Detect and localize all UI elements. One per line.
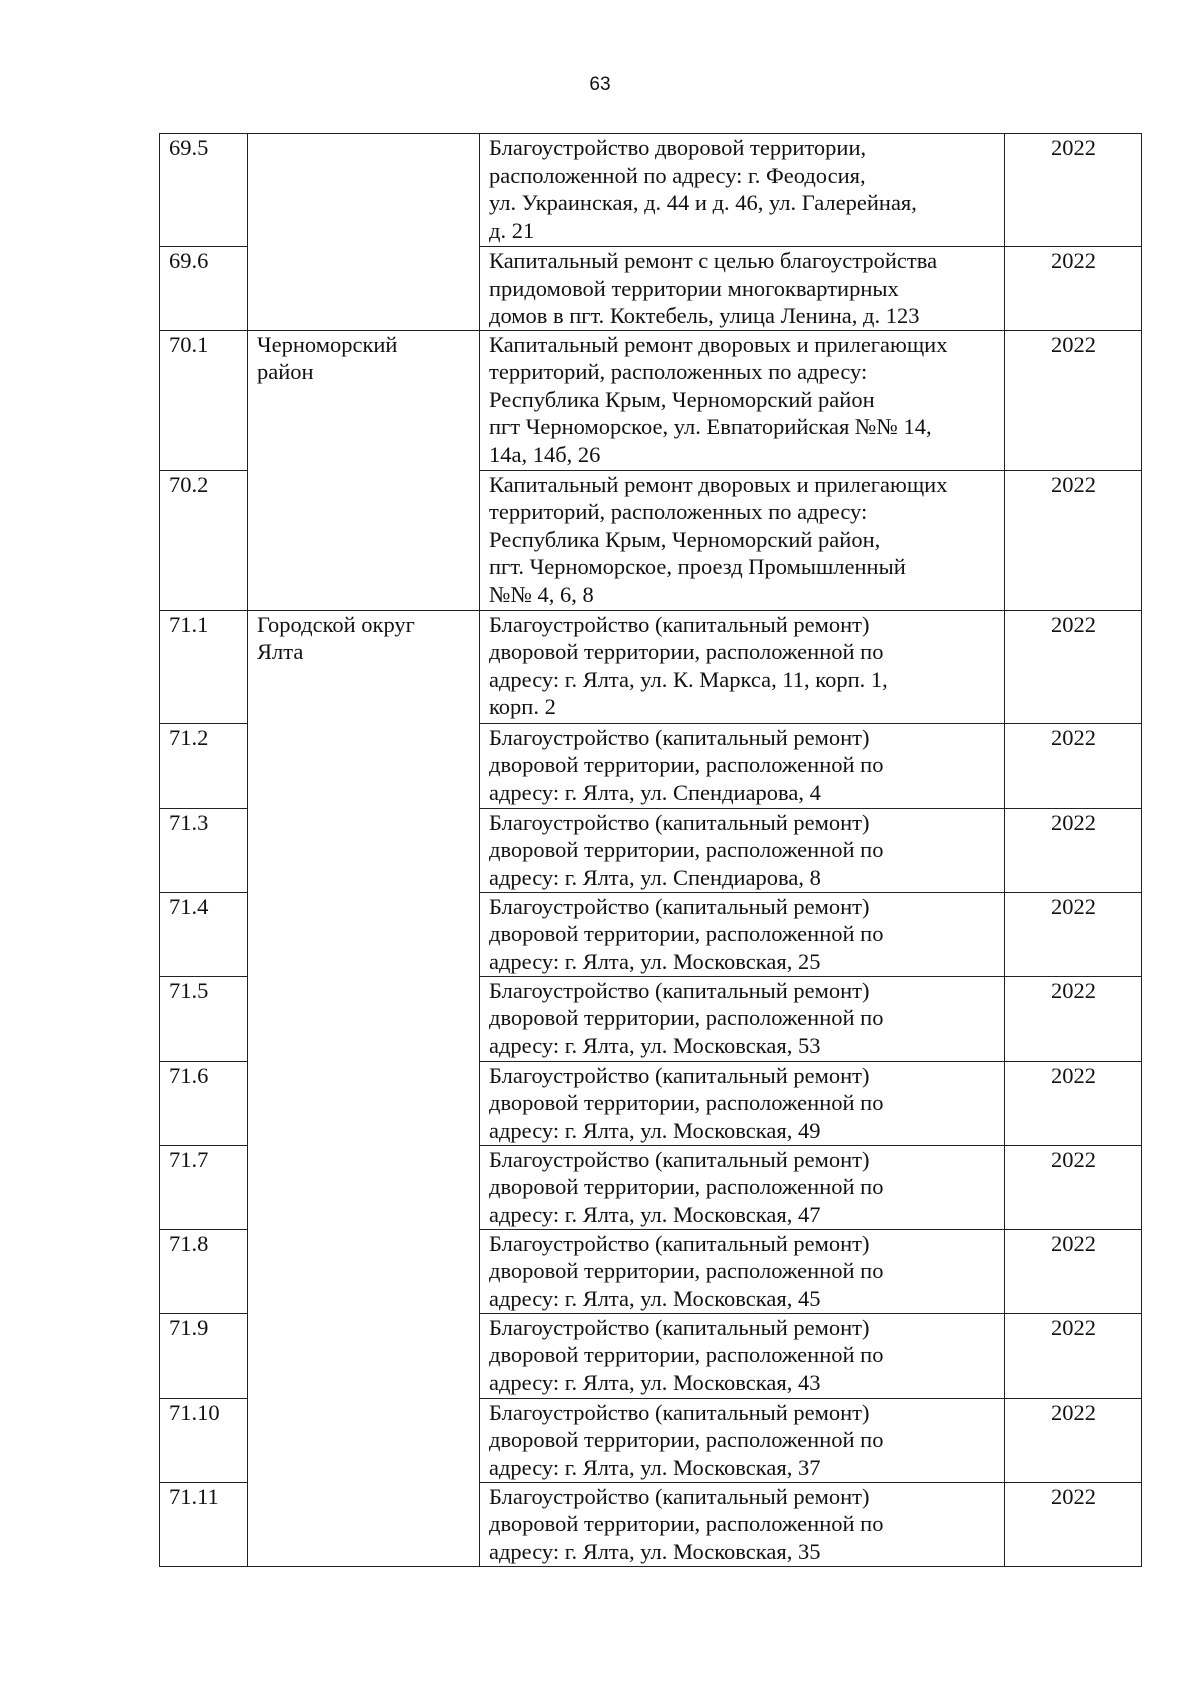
work-description — [480, 808, 1005, 892]
work-description — [480, 1398, 1005, 1482]
table-row — [160, 134, 1142, 247]
description-line: Капитальный ремонт дворовых и прилегающих — [489, 331, 948, 357]
description-line: дворовой территории, расположенной по — [489, 1174, 884, 1199]
item-number: 70.2 — [160, 470, 248, 610]
description-line: Благоустройство (капитальный ремонт) — [489, 1399, 870, 1425]
work-description — [480, 723, 1005, 808]
description-line: адресу: г. Ялта, ул. Московская, 45 — [489, 1285, 821, 1311]
description-line: адресу: г. Ялта, ул. Спендиарова, 4 — [489, 779, 821, 805]
work-description — [480, 1229, 1005, 1313]
description-line: д. 21 — [489, 217, 535, 243]
table-row — [160, 330, 1142, 470]
work-description — [480, 247, 1005, 331]
item-number: 71.10 — [160, 1398, 248, 1482]
item-number: 71.11 — [160, 1482, 248, 1566]
description-line: 14а, 14б, 26 — [489, 441, 601, 467]
item-number: 71.2 — [160, 723, 248, 808]
completion-year: 2022 — [1005, 1229, 1142, 1313]
description-line: дворовой территории, расположенной по — [489, 1005, 884, 1030]
completion-year: 2022 — [1005, 1145, 1142, 1229]
completion-year: 2022 — [1005, 1482, 1142, 1566]
description-line: Благоустройство (капитальный ремонт) — [489, 809, 870, 835]
district-line: район — [257, 359, 314, 384]
description-line: домов в пгт. Коктебель, улица Ленина, д. 123 — [489, 303, 920, 328]
description-line: адресу: г. Ялта, ул. Спендиарова, 8 — [489, 864, 821, 890]
description-line: адресу: г. Ялта, ул. Московская, 25 — [489, 948, 821, 974]
item-number: 71.6 — [160, 1061, 248, 1145]
item-number: 71.5 — [160, 976, 248, 1061]
description-line: пгт. Черноморское, проезд Промышленный — [489, 554, 906, 579]
description-line: Благоустройство (капитальный ремонт) — [489, 893, 870, 919]
item-number: 71.7 — [160, 1145, 248, 1229]
description-line: дворовой территории, расположенной по — [489, 639, 884, 664]
item-number: 71.4 — [160, 892, 248, 976]
completion-year: 2022 — [1005, 723, 1142, 808]
table-body — [160, 134, 1142, 1567]
district-line: Черноморский — [257, 331, 398, 357]
description-line: адресу: г. Ялта, ул. К. Маркса, 11, корп. 1, — [489, 666, 888, 692]
item-number: 71.3 — [160, 808, 248, 892]
description-line: адресу: г. Ялта, ул. Московская, 43 — [489, 1369, 821, 1395]
description-line: адресу: г. Ялта, ул. Московская, 49 — [489, 1117, 821, 1143]
work-description — [480, 610, 1005, 723]
description-line: дворовой территории, расположенной по — [489, 1090, 884, 1115]
work-description — [480, 1313, 1005, 1398]
description-line: Республика Крым, Черноморский район, — [489, 526, 881, 552]
description-line: дворовой территории, расположенной по — [489, 921, 884, 946]
description-line: адресу: г. Ялта, ул. Московская, 47 — [489, 1201, 821, 1227]
district-cell — [248, 610, 480, 1566]
description-line: Благоустройство (капитальный ремонт) — [489, 1483, 870, 1509]
description-line: Благоустройство (капитальный ремонт) — [489, 1314, 870, 1340]
description-line: Благоустройство (капитальный ремонт) — [489, 1146, 870, 1172]
completion-year: 2022 — [1005, 247, 1142, 331]
description-line: дворовой территории, расположенной по — [489, 1427, 884, 1452]
district-cell — [248, 134, 480, 331]
description-line: дворовой территории, расположенной по — [489, 1342, 884, 1367]
completion-year: 2022 — [1005, 1313, 1142, 1398]
description-line: Благоустройство (капитальный ремонт) — [489, 1230, 870, 1256]
completion-year: 2022 — [1005, 610, 1142, 723]
completion-year: 2022 — [1005, 892, 1142, 976]
description-line: адресу: г. Ялта, ул. Московская, 35 — [489, 1538, 821, 1564]
description-line: территорий, расположенных по адресу: — [489, 359, 868, 384]
description-line: Республика Крым, Черноморский район — [489, 386, 875, 412]
description-line: Капитальный ремонт дворовых и прилегающих — [489, 471, 948, 497]
description-line: Благоустройство (капитальный ремонт) — [489, 611, 870, 637]
description-line: Благоустройство (капитальный ремонт) — [489, 1062, 870, 1088]
description-line: пгт Черноморское, ул. Евпаторийская №№ 14, — [489, 414, 932, 439]
description-line: дворовой территории, расположенной по — [489, 1511, 884, 1536]
table-row — [160, 610, 1142, 723]
description-line: ул. Украинская, д. 44 и д. 46, ул. Галерейная, — [489, 190, 917, 215]
completion-year: 2022 — [1005, 1061, 1142, 1145]
program-table — [159, 133, 1142, 1567]
item-number: 71.8 — [160, 1229, 248, 1313]
description-line: адресу: г. Ялта, ул. Московская, 37 — [489, 1454, 821, 1480]
description-line: Капитальный ремонт с целью благоустройства — [489, 248, 938, 273]
description-line: адресу: г. Ялта, ул. Московская, 53 — [489, 1032, 821, 1058]
description-line: корп. 2 — [489, 694, 556, 719]
district-line: Городской округ — [257, 611, 415, 637]
item-number: 70.1 — [160, 330, 248, 470]
item-number: 69.6 — [160, 247, 248, 331]
description-line: дворовой территории, расположенной по — [489, 752, 884, 777]
description-line: Благоустройство (капитальный ремонт) — [489, 724, 870, 750]
district-line: Ялта — [257, 639, 304, 664]
description-line: дворовой территории, расположенной по — [489, 1258, 884, 1283]
description-line: территорий, расположенных по адресу: — [489, 499, 868, 524]
district-cell — [248, 330, 480, 610]
description-line: расположенной по адресу: г. Феодосия, — [489, 162, 866, 188]
work-description — [480, 470, 1005, 610]
completion-year: 2022 — [1005, 134, 1142, 247]
page-number: 63 — [589, 74, 611, 95]
work-description — [480, 330, 1005, 470]
description-line: Благоустройство дворовой территории, — [489, 135, 867, 160]
work-description — [480, 892, 1005, 976]
work-description — [480, 134, 1005, 247]
work-description — [480, 1061, 1005, 1145]
work-description — [480, 976, 1005, 1061]
item-number: 71.1 — [160, 610, 248, 723]
completion-year: 2022 — [1005, 470, 1142, 610]
description-line: дворовой территории, расположенной по — [489, 837, 884, 862]
description-line: №№ 4, 6, 8 — [489, 581, 594, 607]
completion-year: 2022 — [1005, 976, 1142, 1061]
completion-year: 2022 — [1005, 1398, 1142, 1482]
completion-year: 2022 — [1005, 330, 1142, 470]
description-line: придомовой территории многоквартирных — [489, 275, 899, 301]
work-description — [480, 1145, 1005, 1229]
description-line: Благоустройство (капитальный ремонт) — [489, 977, 870, 1003]
work-description — [480, 1482, 1005, 1566]
completion-year: 2022 — [1005, 808, 1142, 892]
item-number: 69.5 — [160, 134, 248, 247]
item-number: 71.9 — [160, 1313, 248, 1398]
